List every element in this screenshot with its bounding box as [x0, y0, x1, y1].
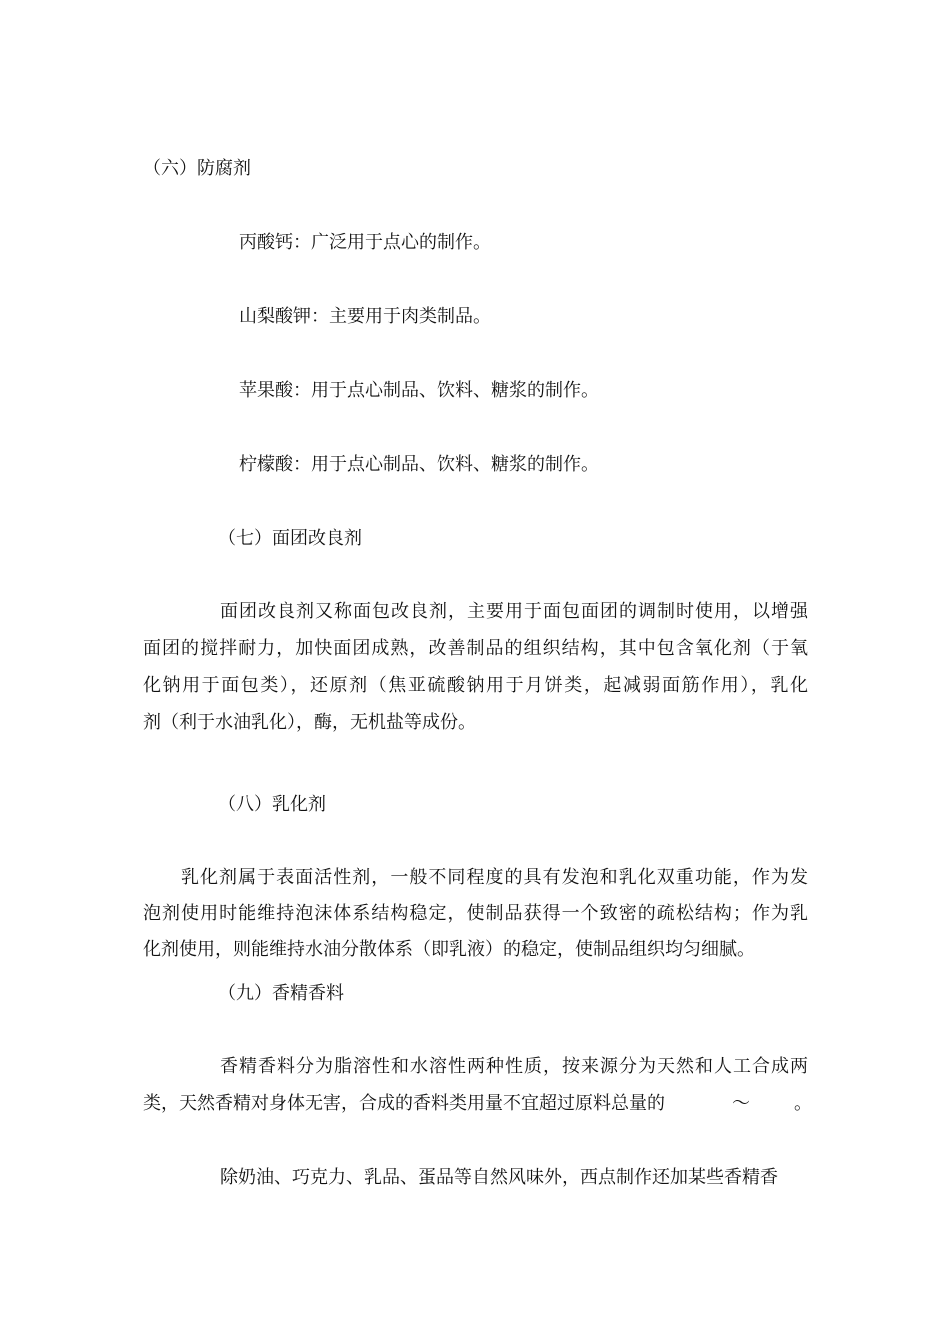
paragraph-line: 乳化剂属于表面活性剂，一般不同程度的具有发泡和乳化双重功能，作为发 — [181, 867, 808, 888]
range-tilde: ～ — [732, 1093, 750, 1114]
paragraph-dough-improver — [143, 593, 808, 741]
paragraph-line: 面团的搅拌耐力，加快面团成熟，改善制品的组织结构，其中包含氧化剂（于氧 — [143, 638, 808, 659]
paragraph-flavoring-continued: 除奶油、巧克力、乳品、蛋品等自然风味外，西点制作还加某些香精香 — [220, 1167, 778, 1188]
paragraph-line: 香精香料分为脂溶性和水溶性两种性质，按来源分为天然和人工合成两 — [220, 1056, 808, 1077]
paragraph-flavoring — [143, 1048, 812, 1122]
paragraph-emulsifier — [143, 860, 808, 968]
preservative-item-malic-acid: 苹果酸：用于点心制品、饮料、糖浆的制作。 — [239, 380, 599, 401]
paragraph-line-with-blanks — [143, 1085, 812, 1122]
paragraph-line: 剂（利于水油乳化），酶，无机盐等成份。 — [143, 712, 476, 733]
preservative-item-potassium-sorbate: 山梨酸钾：主要用于肉类制品。 — [239, 306, 491, 327]
preservative-item-calcium-propionate: 丙酸钙：广泛用于点心的制作。 — [239, 232, 491, 253]
paragraph-line-text: 类，天然香精对身体无害，合成的香料类用量不宜超过原料总量的 — [143, 1093, 665, 1114]
paragraph-line: 泡剂使用时能维持泡沫体系结构稳定，使制品获得一个致密的疏松结构；作为乳 — [143, 903, 808, 924]
paragraph-line: 化钠用于面包类），还原剂（焦亚硫酸钠用于月饼类，起减弱面筋作用），乳化 — [143, 675, 808, 696]
paragraph-line: 化剂使用，则能维持水油分散体系（即乳液）的稳定，使制品组织均匀细腻。 — [143, 939, 755, 960]
preservative-item-citric-acid: 柠檬酸：用于点心制品、饮料、糖浆的制作。 — [239, 454, 599, 475]
section-heading-emulsifier: （八）乳化剂 — [218, 794, 326, 815]
section-heading-dough-improver: （七）面团改良剂 — [218, 528, 362, 549]
section-heading-flavoring: （九）香精香料 — [218, 983, 344, 1004]
section-heading-preservative: （六）防腐剂 — [143, 158, 251, 179]
paragraph-line: 面团改良剂又称面包改良剂，主要用于面包面团的调制时使用，以增强 — [220, 601, 808, 622]
sentence-end-mark: 。 — [794, 1093, 812, 1114]
